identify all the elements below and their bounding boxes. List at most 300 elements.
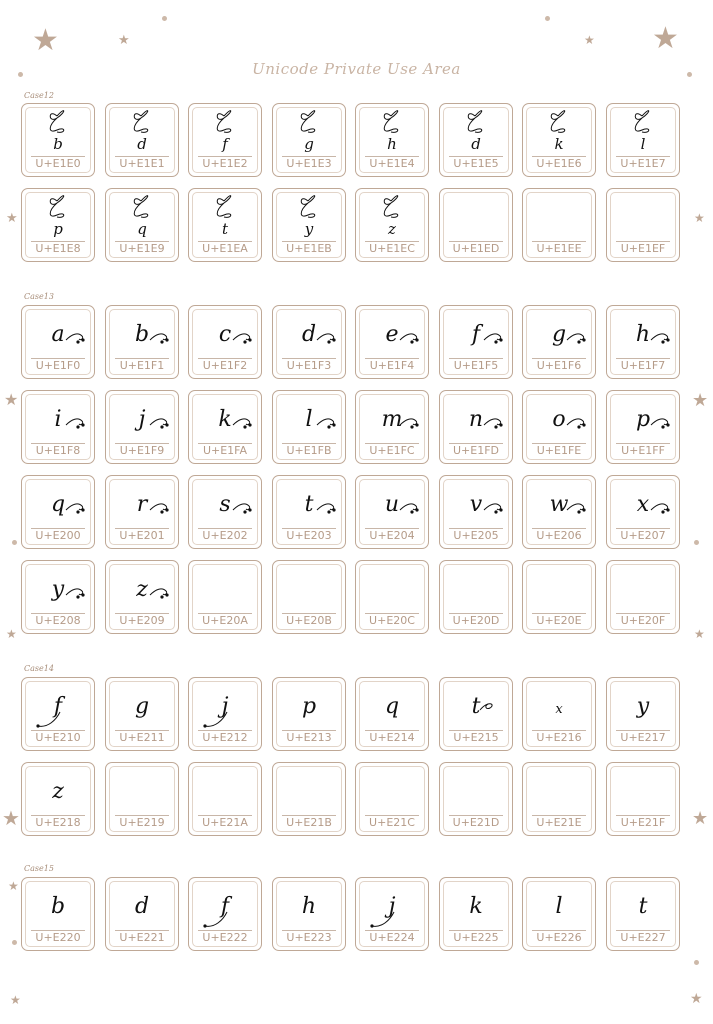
ink-dot bbox=[243, 340, 246, 343]
glyph-preview bbox=[277, 193, 341, 243]
glyph-char: g bbox=[304, 135, 314, 153]
glyph-char: h bbox=[635, 322, 651, 347]
glyph-cell[interactable] bbox=[188, 475, 262, 549]
ink-dot bbox=[499, 423, 502, 426]
codepoint-label: U+E1E6 bbox=[536, 157, 582, 170]
section-label: Case12 bbox=[24, 91, 54, 100]
codepoint-label: U+E1E5 bbox=[453, 157, 499, 170]
glyph-preview bbox=[444, 193, 508, 243]
flourish-icon bbox=[527, 480, 589, 530]
glyph-preview bbox=[527, 767, 591, 817]
glyph-cell[interactable] bbox=[522, 877, 596, 951]
glyph-char: n bbox=[468, 407, 484, 432]
glyph-preview bbox=[611, 310, 675, 360]
codepoint-label: U+E200 bbox=[35, 529, 81, 542]
glyph-preview bbox=[444, 767, 508, 817]
glyph-char: f bbox=[471, 322, 481, 347]
flourish-icon bbox=[110, 108, 172, 158]
codepoint-label: U+E221 bbox=[119, 931, 165, 944]
glyph-char: h bbox=[301, 894, 317, 919]
glyph-preview bbox=[360, 767, 424, 817]
flourish-icon bbox=[611, 108, 673, 158]
glyph-preview bbox=[611, 682, 675, 732]
codepoint-label: U+E205 bbox=[453, 529, 499, 542]
glyph-cell[interactable] bbox=[439, 762, 513, 836]
codepoint-label: U+E223 bbox=[286, 931, 332, 944]
glyph-preview bbox=[110, 108, 174, 158]
ink-dot bbox=[410, 510, 413, 513]
glyph-char: k bbox=[554, 135, 564, 153]
dot-decoration bbox=[18, 72, 23, 77]
codepoint-label: U+E227 bbox=[620, 931, 666, 944]
glyph-cell[interactable] bbox=[272, 188, 346, 262]
glyph-cell[interactable] bbox=[522, 390, 596, 464]
codepoint-label: U+E1F7 bbox=[620, 359, 666, 372]
ink-dot bbox=[165, 508, 168, 511]
codepoint-label: U+E1E1 bbox=[119, 157, 165, 170]
dot-decoration bbox=[162, 16, 167, 21]
codepoint-label: U+E214 bbox=[369, 731, 415, 744]
codepoint-label: U+E211 bbox=[119, 731, 165, 744]
codepoint-label: U+E1FD bbox=[452, 444, 499, 457]
codepoint-label: U+E222 bbox=[202, 931, 248, 944]
flourish-icon bbox=[193, 193, 255, 243]
codepoint-label: U+E1F6 bbox=[536, 359, 582, 372]
glyph-cell[interactable] bbox=[188, 188, 262, 262]
codepoint-label: U+E20D bbox=[452, 614, 500, 627]
codepoint-label: U+E208 bbox=[35, 614, 81, 627]
glyph-preview bbox=[193, 193, 257, 243]
glyph-preview bbox=[444, 310, 508, 360]
glyph-cell[interactable] bbox=[606, 877, 680, 951]
glyph-char: l bbox=[305, 407, 313, 432]
glyph-cell[interactable] bbox=[188, 762, 262, 836]
glyph-preview bbox=[110, 565, 174, 615]
codepoint-label: U+E1EE bbox=[536, 242, 582, 255]
codepoint-label: U+E1E4 bbox=[369, 157, 415, 170]
glyph-preview bbox=[277, 310, 341, 360]
glyph-char: d bbox=[137, 135, 147, 153]
glyph-char: b bbox=[134, 322, 150, 347]
ink-dot bbox=[248, 338, 251, 341]
glyph-preview bbox=[26, 310, 90, 360]
glyph-preview bbox=[193, 108, 257, 158]
glyph-cell[interactable] bbox=[522, 475, 596, 549]
codepoint-label: U+E20B bbox=[286, 614, 332, 627]
page-title: Unicode Private Use Area bbox=[252, 60, 461, 78]
glyph-cell[interactable] bbox=[105, 305, 179, 379]
codepoint-label: U+E1EC bbox=[369, 242, 415, 255]
dot-decoration bbox=[12, 940, 17, 945]
glyph-preview bbox=[527, 310, 591, 360]
glyph-cell[interactable] bbox=[355, 188, 429, 262]
glyph-cell[interactable] bbox=[355, 390, 429, 464]
codepoint-label: U+E1F0 bbox=[35, 359, 81, 372]
ink-dot bbox=[76, 425, 79, 428]
flourish-icon bbox=[444, 395, 506, 445]
glyph-cell[interactable] bbox=[355, 762, 429, 836]
star-icon: ★ bbox=[694, 627, 705, 641]
glyph-cell[interactable] bbox=[522, 188, 596, 262]
codepoint-label: U+E1FB bbox=[286, 444, 332, 457]
ink-dot bbox=[165, 338, 168, 341]
ink-dot bbox=[370, 924, 373, 927]
glyph-preview bbox=[527, 682, 591, 732]
glyph-char: s bbox=[219, 492, 231, 517]
ink-dot bbox=[666, 423, 669, 426]
glyph-preview bbox=[277, 395, 341, 445]
glyph-cell[interactable] bbox=[21, 762, 95, 836]
glyph-char: a bbox=[51, 322, 65, 347]
star-icon: ★ bbox=[4, 390, 19, 409]
star-icon: ★ bbox=[10, 993, 21, 1007]
codepoint-label: U+E1ED bbox=[452, 242, 500, 255]
glyph-preview bbox=[527, 480, 591, 530]
glyph-preview bbox=[193, 682, 257, 732]
ink-dot bbox=[160, 595, 163, 598]
codepoint-label: U+E220 bbox=[35, 931, 81, 944]
codepoint-label: U+E203 bbox=[286, 529, 332, 542]
ink-dot bbox=[81, 593, 84, 596]
glyph-cell[interactable] bbox=[355, 305, 429, 379]
codepoint-label: U+E1F4 bbox=[369, 359, 415, 372]
glyph-preview bbox=[611, 767, 675, 817]
flourish-icon bbox=[110, 310, 172, 360]
codepoint-label: U+E207 bbox=[620, 529, 666, 542]
glyph-char: z bbox=[136, 577, 148, 602]
ink-dot bbox=[165, 593, 168, 596]
flourish-icon bbox=[611, 395, 673, 445]
codepoint-label: U+E215 bbox=[453, 731, 499, 744]
glyph-cell[interactable] bbox=[105, 877, 179, 951]
glyph-char: q bbox=[137, 220, 147, 238]
glyph-cell[interactable] bbox=[439, 560, 513, 634]
glyph-char: g bbox=[134, 694, 150, 719]
glyph-cell[interactable] bbox=[355, 475, 429, 549]
glyph-char: e bbox=[385, 322, 399, 347]
glyph-cell[interactable] bbox=[439, 877, 513, 951]
glyph-char: t bbox=[304, 492, 314, 517]
glyph-cell[interactable] bbox=[105, 677, 179, 751]
section-label: Case15 bbox=[24, 864, 54, 873]
star-icon: ★ bbox=[6, 211, 18, 226]
glyph-cell[interactable] bbox=[606, 560, 680, 634]
glyph-preview bbox=[193, 310, 257, 360]
glyph-cell[interactable] bbox=[439, 677, 513, 751]
glyph-cell[interactable] bbox=[21, 560, 95, 634]
glyph-cell[interactable] bbox=[355, 103, 429, 177]
glyph-cell[interactable] bbox=[606, 103, 680, 177]
glyph-cell[interactable] bbox=[272, 877, 346, 951]
codepoint-label: U+E1E2 bbox=[202, 157, 248, 170]
flourish-icon bbox=[26, 193, 88, 243]
flourish-icon bbox=[360, 480, 422, 530]
glyph-preview bbox=[611, 882, 675, 932]
glyph-char: t bbox=[471, 694, 481, 719]
glyph-cell[interactable] bbox=[606, 305, 680, 379]
section-label: Case13 bbox=[24, 292, 54, 301]
glyph-preview bbox=[444, 108, 508, 158]
glyph-preview bbox=[110, 882, 174, 932]
glyph-cell[interactable] bbox=[21, 188, 95, 262]
ink-dot bbox=[332, 338, 335, 341]
glyph-char: j bbox=[221, 694, 229, 719]
codepoint-label: U+E209 bbox=[119, 614, 165, 627]
glyph-cell[interactable] bbox=[188, 103, 262, 177]
glyph-cell[interactable] bbox=[522, 305, 596, 379]
ink-dot bbox=[410, 425, 413, 428]
codepoint-label: U+E21B bbox=[286, 816, 332, 829]
codepoint-label: U+E219 bbox=[119, 816, 165, 829]
glyph-cell[interactable] bbox=[272, 560, 346, 634]
glyph-cell[interactable] bbox=[272, 677, 346, 751]
glyph-preview bbox=[26, 682, 90, 732]
codepoint-label: U+E20E bbox=[536, 614, 582, 627]
ink-dot bbox=[327, 340, 330, 343]
star-icon: ★ bbox=[2, 806, 20, 830]
flourish-icon bbox=[444, 310, 506, 360]
glyph-preview bbox=[26, 480, 90, 530]
glyph-cell[interactable] bbox=[272, 390, 346, 464]
glyph-cell[interactable] bbox=[522, 762, 596, 836]
glyph-cell[interactable] bbox=[272, 305, 346, 379]
dot-decoration bbox=[545, 16, 550, 21]
glyph-cell[interactable] bbox=[21, 390, 95, 464]
codepoint-label: U+E1F9 bbox=[119, 444, 165, 457]
codepoint-label: U+E1EA bbox=[202, 242, 248, 255]
glyph-cell[interactable] bbox=[105, 390, 179, 464]
glyph-char: y bbox=[51, 577, 65, 602]
flourish-icon bbox=[110, 565, 172, 615]
glyph-preview bbox=[527, 193, 591, 243]
flourish-icon bbox=[360, 395, 422, 445]
glyph-preview bbox=[360, 193, 424, 243]
flourish-icon bbox=[444, 480, 506, 530]
codepoint-label: U+E213 bbox=[286, 731, 332, 744]
codepoint-label: U+E1F1 bbox=[119, 359, 165, 372]
glyph-cell[interactable] bbox=[272, 762, 346, 836]
codepoint-label: U+E21E bbox=[536, 816, 582, 829]
ink-dot bbox=[577, 425, 580, 428]
ink-dot bbox=[76, 510, 79, 513]
glyph-cell[interactable] bbox=[606, 762, 680, 836]
ink-dot bbox=[666, 338, 669, 341]
codepoint-label: U+E1EB bbox=[286, 242, 332, 255]
flourish-icon bbox=[360, 310, 422, 360]
glyph-char: f bbox=[220, 894, 230, 919]
flourish-icon bbox=[611, 480, 673, 530]
ink-dot bbox=[661, 340, 664, 343]
glyph-preview bbox=[26, 193, 90, 243]
glyph-cell[interactable] bbox=[439, 103, 513, 177]
ink-dot bbox=[661, 425, 664, 428]
codepoint-label: U+E1E3 bbox=[286, 157, 332, 170]
flourish-icon bbox=[360, 882, 422, 932]
ink-dot bbox=[203, 724, 206, 727]
glyph-char: f bbox=[53, 694, 63, 719]
flourish-icon bbox=[26, 480, 88, 530]
codepoint-label: U+E216 bbox=[536, 731, 582, 744]
flourish-icon bbox=[110, 395, 172, 445]
glyph-char: k bbox=[218, 407, 232, 432]
star-icon: ★ bbox=[32, 23, 59, 58]
glyph-char: o bbox=[552, 407, 566, 432]
codepoint-label: U+E1EF bbox=[620, 242, 666, 255]
glyph-cell[interactable] bbox=[439, 390, 513, 464]
flourish-icon bbox=[193, 882, 255, 932]
glyph-preview bbox=[110, 395, 174, 445]
glyph-char: p bbox=[53, 220, 63, 238]
codepoint-label: U+E1F3 bbox=[286, 359, 332, 372]
glyph-cell[interactable] bbox=[355, 677, 429, 751]
ink-dot bbox=[36, 724, 39, 727]
glyph-preview bbox=[527, 565, 591, 615]
glyph-char: j bbox=[138, 407, 146, 432]
glyph-cell[interactable] bbox=[105, 188, 179, 262]
glyph-char: t bbox=[638, 894, 648, 919]
codepoint-label: U+E204 bbox=[369, 529, 415, 542]
glyph-preview bbox=[527, 108, 591, 158]
glyph-preview bbox=[444, 395, 508, 445]
ink-dot bbox=[494, 340, 497, 343]
glyph-char: l bbox=[555, 894, 563, 919]
codepoint-label: U+E1FC bbox=[369, 444, 415, 457]
flourish-icon bbox=[277, 310, 339, 360]
codepoint-label: U+E217 bbox=[620, 731, 666, 744]
glyph-preview bbox=[611, 193, 675, 243]
glyph-char: y bbox=[636, 694, 650, 719]
glyph-cell[interactable] bbox=[21, 677, 95, 751]
glyph-cell[interactable] bbox=[439, 305, 513, 379]
glyph-char: g bbox=[551, 322, 567, 347]
star-icon: ★ bbox=[692, 808, 709, 829]
glyph-preview bbox=[360, 565, 424, 615]
ink-dot bbox=[248, 508, 251, 511]
ink-dot bbox=[415, 423, 418, 426]
codepoint-label: U+E1FF bbox=[621, 444, 665, 457]
glyph-cell[interactable] bbox=[272, 475, 346, 549]
glyph-preview bbox=[527, 395, 591, 445]
glyph-cell[interactable] bbox=[105, 560, 179, 634]
glyph-preview bbox=[360, 480, 424, 530]
ink-dot bbox=[332, 423, 335, 426]
glyph-char: h bbox=[387, 135, 397, 153]
codepoint-label: U+E206 bbox=[536, 529, 582, 542]
glyph-preview bbox=[527, 882, 591, 932]
glyph-cell[interactable] bbox=[105, 762, 179, 836]
glyph-char: r bbox=[136, 492, 148, 517]
dot-decoration bbox=[694, 540, 699, 545]
ink-dot bbox=[494, 425, 497, 428]
ink-dot bbox=[577, 340, 580, 343]
codepoint-label: U+E20C bbox=[369, 614, 415, 627]
codepoint-label: U+E1E9 bbox=[119, 242, 165, 255]
glyph-preview bbox=[444, 682, 508, 732]
star-icon: ★ bbox=[692, 390, 709, 411]
glyph-cell[interactable] bbox=[188, 305, 262, 379]
glyph-cell[interactable] bbox=[522, 560, 596, 634]
codepoint-label: U+E21A bbox=[202, 816, 248, 829]
codepoint-label: U+E1F5 bbox=[453, 359, 499, 372]
flourish-icon bbox=[26, 395, 88, 445]
glyph-cell[interactable] bbox=[105, 103, 179, 177]
glyph-cell[interactable] bbox=[21, 877, 95, 951]
glyph-cell[interactable] bbox=[439, 188, 513, 262]
glyph-preview bbox=[110, 682, 174, 732]
codepoint-label: U+E212 bbox=[202, 731, 248, 744]
glyph-preview bbox=[193, 882, 257, 932]
ink-dot bbox=[415, 508, 418, 511]
glyph-preview bbox=[360, 108, 424, 158]
glyph-char: z bbox=[52, 779, 64, 804]
codepoint-label: U+E224 bbox=[369, 931, 415, 944]
star-icon: ★ bbox=[652, 21, 679, 56]
glyph-preview bbox=[444, 565, 508, 615]
star-icon: ★ bbox=[694, 211, 705, 225]
glyph-cell[interactable] bbox=[188, 390, 262, 464]
glyph-preview bbox=[26, 108, 90, 158]
glyph-cell[interactable] bbox=[439, 475, 513, 549]
codepoint-label: U+E1E0 bbox=[35, 157, 81, 170]
glyph-cell[interactable] bbox=[188, 677, 262, 751]
codepoint-label: U+E218 bbox=[35, 816, 81, 829]
glyph-cell[interactable] bbox=[606, 390, 680, 464]
codepoint-label: U+E21C bbox=[369, 816, 415, 829]
glyph-char: q bbox=[384, 694, 400, 719]
flourish-icon bbox=[277, 395, 339, 445]
glyph-cell[interactable] bbox=[188, 560, 262, 634]
flourish-icon bbox=[360, 193, 422, 243]
glyph-char: t bbox=[221, 220, 229, 238]
glyph-cell[interactable] bbox=[522, 677, 596, 751]
dot-decoration bbox=[694, 960, 699, 965]
glyph-cell[interactable] bbox=[606, 188, 680, 262]
glyph-cell[interactable] bbox=[606, 475, 680, 549]
ink-dot bbox=[203, 924, 206, 927]
glyph-cell[interactable] bbox=[21, 103, 95, 177]
ink-dot bbox=[415, 338, 418, 341]
glyph-char: p bbox=[301, 694, 317, 719]
flourish-icon bbox=[527, 310, 589, 360]
glyph-preview bbox=[110, 310, 174, 360]
glyph-char: y bbox=[304, 220, 314, 238]
glyph-cell[interactable] bbox=[355, 877, 429, 951]
glyph-cell[interactable] bbox=[606, 677, 680, 751]
glyph-cell[interactable] bbox=[522, 103, 596, 177]
glyph-preview bbox=[611, 108, 675, 158]
glyph-preview bbox=[277, 480, 341, 530]
glyph-char: d bbox=[301, 322, 317, 347]
star-icon: ★ bbox=[584, 33, 595, 47]
star-icon: ★ bbox=[6, 627, 17, 641]
glyph-cell[interactable] bbox=[105, 475, 179, 549]
ink-dot bbox=[499, 508, 502, 511]
flourish-icon bbox=[611, 310, 673, 360]
glyph-cell[interactable] bbox=[355, 560, 429, 634]
glyph-char: m bbox=[381, 407, 403, 432]
ink-dot bbox=[661, 510, 664, 513]
glyph-cell[interactable] bbox=[21, 305, 95, 379]
glyph-char: j bbox=[388, 894, 396, 919]
glyph-cell[interactable] bbox=[188, 877, 262, 951]
codepoint-label: U+E201 bbox=[119, 529, 165, 542]
glyph-cell[interactable] bbox=[21, 475, 95, 549]
glyph-preview bbox=[26, 882, 90, 932]
glyph-cell[interactable] bbox=[272, 103, 346, 177]
ink-dot bbox=[81, 338, 84, 341]
glyph-preview bbox=[110, 193, 174, 243]
ink-dot bbox=[76, 595, 79, 598]
